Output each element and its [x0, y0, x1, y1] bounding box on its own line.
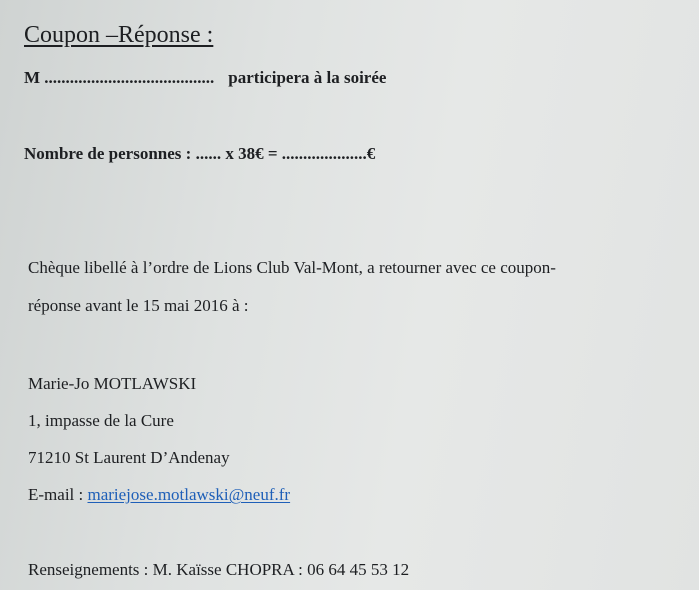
cheque-paragraph-line-2: réponse avant le 15 mai 2016 à : — [28, 296, 249, 315]
email-line — [28, 485, 290, 505]
attendee-line — [24, 68, 386, 88]
attendee-name-blank[interactable]: M ........................................ — [24, 68, 215, 87]
info-line: Renseignements : M. Kaïsse CHOPRA : 06 64 45 53 12 — [28, 560, 410, 579]
email-label: E-mail : — [28, 485, 88, 504]
cheque-paragraph-line-1: Chèque libellé à l’ordre de Lions Club Val-Mont, a retourner avec ce coupon- — [28, 258, 556, 277]
attendee-suffix: participera à la soirée — [228, 68, 387, 87]
people-count-line[interactable]: Nombre de personnes : ...... x 38€ = ....................€ — [24, 144, 376, 163]
address-name: Marie-Jo MOTLAWSKI — [28, 374, 197, 393]
address-street: 1, impasse de la Cure — [28, 411, 174, 430]
email-link[interactable]: mariejose.motlawski@neuf.fr — [87, 485, 291, 504]
address-city: 71210 St Laurent D’Andenay — [28, 448, 230, 467]
coupon-title: Coupon –Réponse : — [24, 22, 214, 48]
